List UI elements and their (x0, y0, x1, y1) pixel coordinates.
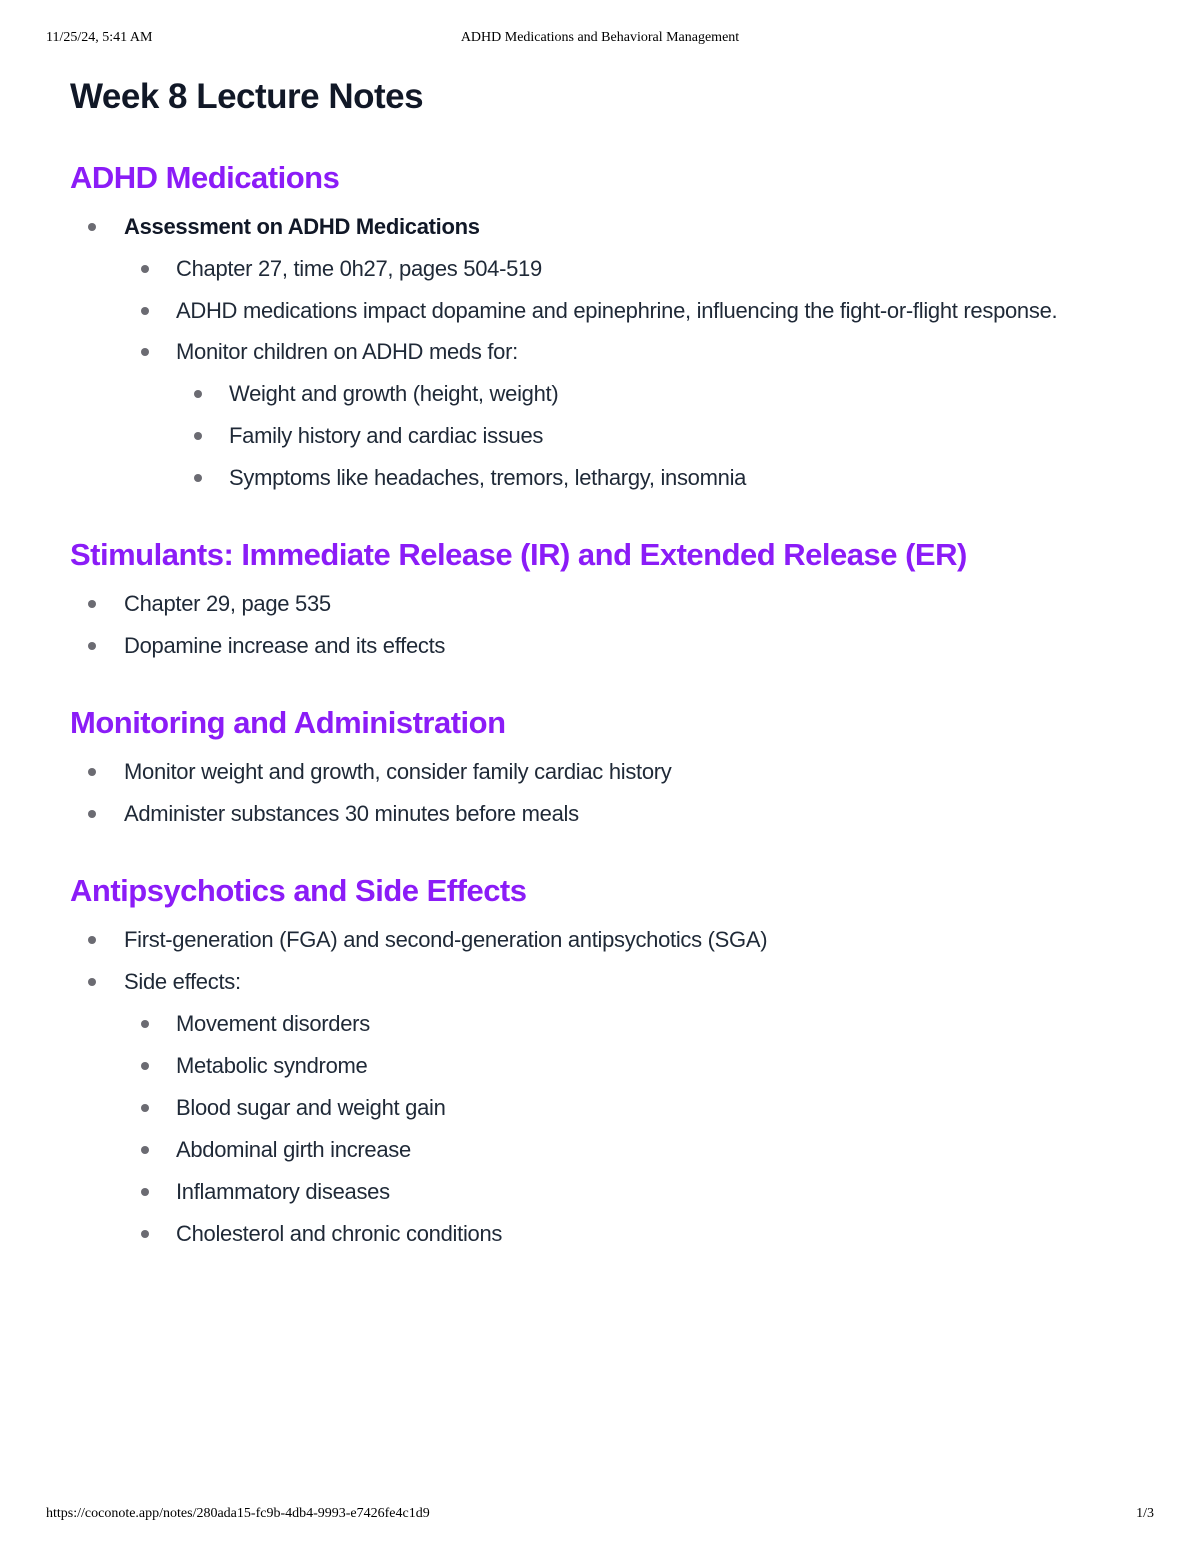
list-item-text: Blood sugar and weight gain (176, 1095, 446, 1120)
list-item (70, 206, 1140, 248)
list-item-text: Monitor children on ADHD meds for: (176, 339, 518, 364)
bullet-list (70, 919, 1140, 1255)
list-item-text: Inflammatory diseases (176, 1179, 390, 1204)
section-heading: Stimulants: Immediate Release (IR) and Extended Release (ER) (70, 537, 967, 572)
section-antipsychotics (70, 871, 1140, 1255)
bullet-dot-icon (141, 1062, 149, 1070)
list-item-text: Monitor weight and growth, consider family cardiac history (124, 759, 672, 784)
list-item-text: Dopamine increase and its effects (124, 633, 446, 658)
list-item (70, 1171, 1140, 1213)
list-item-text: Side effects: (124, 969, 241, 994)
bullet-list (70, 583, 1140, 667)
bullet-list (70, 206, 1140, 499)
section-heading: ADHD Medications (70, 160, 340, 195)
section-heading: Antipsychotics and Side Effects (70, 873, 527, 908)
list-item-text: Chapter 29, page 535 (124, 591, 331, 616)
page-title: Week 8 Lecture Notes (70, 77, 424, 116)
list-item (70, 1003, 1140, 1045)
list-item-text: Assessment on ADHD Medications (124, 214, 480, 239)
bullet-dot-icon (141, 348, 149, 356)
bullet-dot-icon (141, 265, 149, 273)
bullet-dot-icon (141, 1230, 149, 1238)
note-content (70, 76, 1140, 1255)
list-item-text: Abdominal girth increase (176, 1137, 411, 1162)
list-item-text: ADHD medications impact dopamine and epinephrine, influencing the fight-or-flight response. (176, 298, 1058, 323)
bullet-dot-icon (141, 1104, 149, 1112)
bullet-dot-icon (141, 1020, 149, 1028)
section-stimulants (70, 535, 1140, 667)
bullet-dot-icon (88, 810, 96, 818)
list-item (70, 625, 1140, 667)
section-monitoring (70, 703, 1140, 835)
list-item (70, 583, 1140, 625)
list-item (70, 415, 1140, 457)
list-item (70, 373, 1140, 415)
list-item-text: Administer substances 30 minutes before meals (124, 801, 579, 826)
bullet-dot-icon (88, 768, 96, 776)
list-item-text: Family history and cardiac issues (229, 423, 544, 448)
section-heading: Monitoring and Administration (70, 705, 506, 740)
print-page-number: 1/3 (1136, 1506, 1154, 1521)
bullet-dot-icon (88, 223, 96, 231)
list-item-text: First-generation (FGA) and second-generation antipsychotics (SGA) (124, 927, 768, 952)
list-item (70, 1087, 1140, 1129)
bullet-dot-icon (88, 936, 96, 944)
bullet-dot-icon (88, 642, 96, 650)
list-item (70, 1213, 1140, 1255)
bullet-dot-icon (194, 432, 202, 440)
print-datetime: 11/25/24, 5:41 AM (46, 30, 153, 45)
print-footer (46, 1506, 1154, 1526)
bullet-dot-icon (194, 390, 202, 398)
bullet-dot-icon (141, 1146, 149, 1154)
list-item-text: Metabolic syndrome (176, 1053, 368, 1078)
list-item (70, 290, 1140, 331)
list-item (70, 793, 1140, 835)
section-adhd-medications (70, 158, 1140, 499)
bullet-dot-icon (194, 474, 202, 482)
print-doc-title: ADHD Medications and Behavioral Management (460, 30, 740, 45)
list-item (70, 751, 1140, 793)
list-item-text: Weight and growth (height, weight) (229, 381, 559, 406)
list-item (70, 248, 1140, 290)
list-item-text: Symptoms like headaches, tremors, lethargy, insomnia (229, 465, 747, 490)
list-item-text: Chapter 27, time 0h27, pages 504-519 (176, 256, 542, 281)
list-item-text: Movement disorders (176, 1011, 370, 1036)
bullet-dot-icon (88, 978, 96, 986)
list-item (70, 919, 1140, 961)
list-item (70, 331, 1140, 373)
list-item-text: Cholesterol and chronic conditions (176, 1221, 503, 1246)
list-item (70, 457, 1140, 499)
bullet-list (70, 751, 1140, 835)
print-url[interactable]: https://coconote.app/notes/280ada15-fc9b-4db4-9993-e7426fe4c1d9 (46, 1506, 430, 1521)
bullet-dot-icon (141, 307, 149, 315)
print-header (46, 30, 1154, 50)
list-item (70, 961, 1140, 1003)
list-item (70, 1045, 1140, 1087)
bullet-dot-icon (141, 1188, 149, 1196)
bullet-dot-icon (88, 600, 96, 608)
list-item (70, 1129, 1140, 1171)
